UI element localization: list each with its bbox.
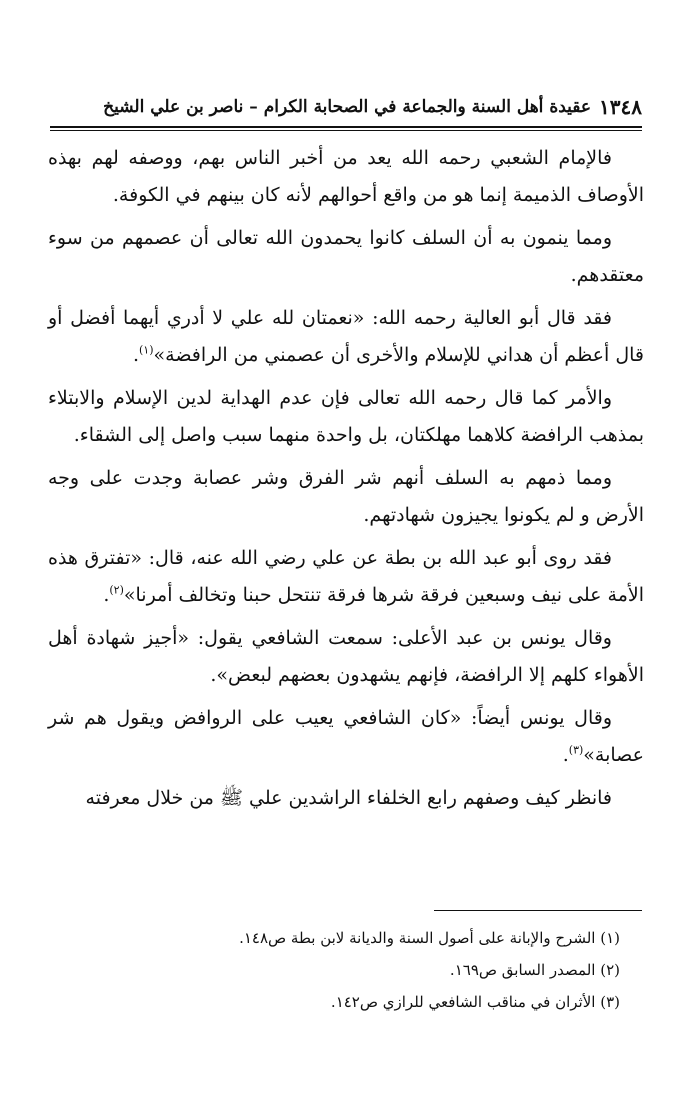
header-rule — [50, 126, 642, 128]
body-text — [48, 140, 644, 823]
paragraph-text: ومما ينمون به أن السلف كانوا يحمدون الله تعالى أن عصمهم من سوء معتقدهم. — [48, 227, 644, 286]
paragraph — [48, 540, 644, 614]
header-rule-thin — [50, 130, 642, 131]
footnote: (١) الشرح والإبانة على أصول السنة والديانة لابن بطة ص١٤٨. — [239, 929, 620, 947]
paragraph-tail: . — [132, 344, 139, 366]
paragraph — [48, 140, 644, 214]
running-header — [50, 92, 642, 122]
running-title: عقيدة أهل السنة والجماعة في الصحابة الكرام – ناصر بن علي الشيخ — [103, 97, 592, 117]
paragraph-text: فقد روى أبو عبد الله بن بطة عن علي رضي الله عنه، قال: «تفترق هذه الأمة على نيف وسبعين فرقة شرها فرقة تنتحل حبنا وتخالف أمرنا» — [48, 547, 644, 606]
paragraph-text: ومما ذمهم به السلف أنهم شر الفرق وشر عصابة وجدت على وجه الأرض و لم يكونوا يجيزون شهادتهم. — [48, 467, 644, 526]
paragraph — [48, 300, 644, 374]
paragraph — [48, 620, 644, 694]
paragraph-text: والأمر كما قال رحمه الله تعالى فإن عدم الهداية لدين الإسلام والابتلاء بمذهب الرافضة كلاهما مهلكتان، بل واحدة منهما سبب واصل إلى الشقاء. — [48, 387, 644, 446]
footnote-marker: (٣) — [568, 743, 584, 757]
footnote-marker: (١) — [139, 343, 154, 357]
paragraph — [48, 780, 644, 817]
footnotes — [48, 926, 644, 1022]
paragraph-text: فقد قال أبو العالية رحمه الله: «نعمتان لله علي لا أدري أيهما أفضل أو قال أعظم أن هداني للإسلام والأخرى أن عصمني من الرافضة» — [48, 307, 644, 366]
footnote: (٢) المصدر السابق ص١٦٩. — [449, 961, 620, 979]
page-number: ١٣٤٨ — [599, 95, 642, 119]
footnote-marker: (٢) — [109, 583, 124, 597]
paragraph — [48, 380, 644, 454]
paragraph — [48, 460, 644, 534]
footnote: (٣) الأثران في مناقب الشافعي للرازي ص١٤٢. — [330, 993, 620, 1011]
paragraph-text: فانظر كيف وصفهم رابع الخلفاء الراشدين علي ﷺ من خلال معرفته — [85, 787, 612, 809]
paragraph — [48, 700, 644, 774]
paragraph-text: وقال يونس بن عبد الأعلى: سمعت الشافعي يقول: «أجيز شهادة أهل الأهواء كلهم إلا الرافضة، فإنهم يشهدون بعضهم لبعض». — [48, 627, 644, 686]
paragraph — [48, 220, 644, 294]
paragraph-tail: . — [562, 744, 569, 766]
footnote-separator — [434, 910, 642, 911]
paragraph-text: وقال يونس أيضاً: «كان الشافعي يعيب على الروافض ويقول هم شر عصابة» — [48, 707, 644, 766]
paragraph-tail: . — [103, 584, 110, 606]
paragraph-text: فالإمام الشعبي رحمه الله يعد من أخبر الناس بهم، ووصفه لهم بهذه الأوصاف الذميمة إنما هو من واقع أحوالهم لأنه كان بينهم في الكوفة. — [48, 147, 644, 206]
